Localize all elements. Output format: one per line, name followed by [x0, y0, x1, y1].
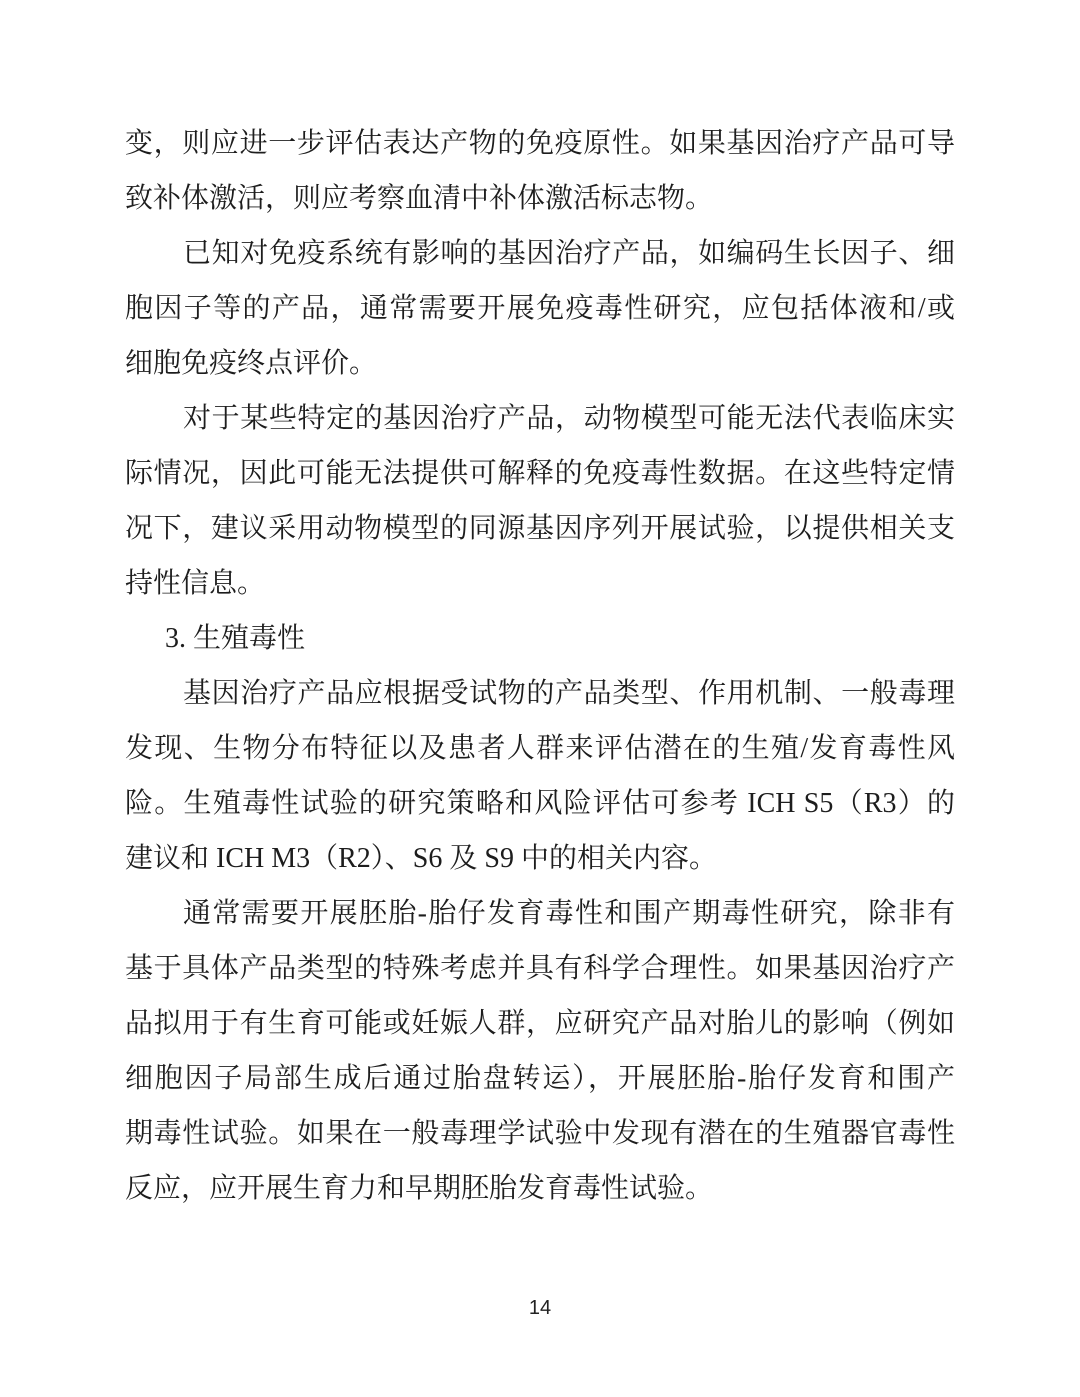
text-line: 况下，建议采用动物模型的同源基因序列开展试验，以提供相关支	[125, 513, 955, 544]
text-line: 发现、生物分布特征以及患者人群来评估潜在的生殖/发育毒性风	[125, 733, 955, 764]
text-line: 基因治疗产品应根据受试物的产品类型、作用机制、一般毒理	[183, 678, 955, 709]
page-body-text	[125, 116, 955, 1216]
page-number: 14	[528, 1297, 552, 1319]
text-line: 险。生殖毒性试验的研究策略和风险评估可参考 ICH S5（R3）的	[125, 788, 955, 819]
text-line: 细胞免疫终点评价。	[125, 348, 378, 379]
text-line: 建议和 ICH M3（R2）、S6 及 S9 中的相关内容。	[125, 843, 717, 874]
section-heading: 3. 生殖毒性	[165, 623, 306, 654]
text-line: 变，则应进一步评估表达产物的免疫原性。如果基因治疗产品可导	[125, 128, 955, 159]
text-line: 对于某些特定的基因治疗产品，动物模型可能无法代表临床实	[183, 403, 955, 434]
text-line: 反应，应开展生育力和早期胚胎发育毒性试验。	[125, 1173, 714, 1204]
text-line: 际情况，因此可能无法提供可解释的免疫毒性数据。在这些特定情	[125, 458, 955, 489]
text-line: 致补体激活，则应考察血清中补体激活标志物。	[125, 183, 714, 214]
text-line: 期毒性试验。如果在一般毒理学试验中发现有潜在的生殖器官毒性	[125, 1118, 955, 1149]
text-line: 细胞因子局部生成后通过胎盘转运），开展胚胎-胎仔发育和围产	[125, 1063, 955, 1094]
text-line: 通常需要开展胚胎-胎仔发育毒性和围产期毒性研究，除非有	[183, 898, 955, 929]
text-line: 基于具体产品类型的特殊考虑并具有科学合理性。如果基因治疗产	[125, 953, 955, 984]
text-line: 胞因子等的产品，通常需要开展免疫毒性研究，应包括体液和/或	[125, 293, 955, 324]
text-line: 持性信息。	[125, 568, 266, 599]
text-line: 已知对免疫系统有影响的基因治疗产品，如编码生长因子、细	[183, 238, 955, 269]
text-line: 品拟用于有生育可能或妊娠人群，应研究产品对胎儿的影响（例如	[125, 1008, 955, 1039]
